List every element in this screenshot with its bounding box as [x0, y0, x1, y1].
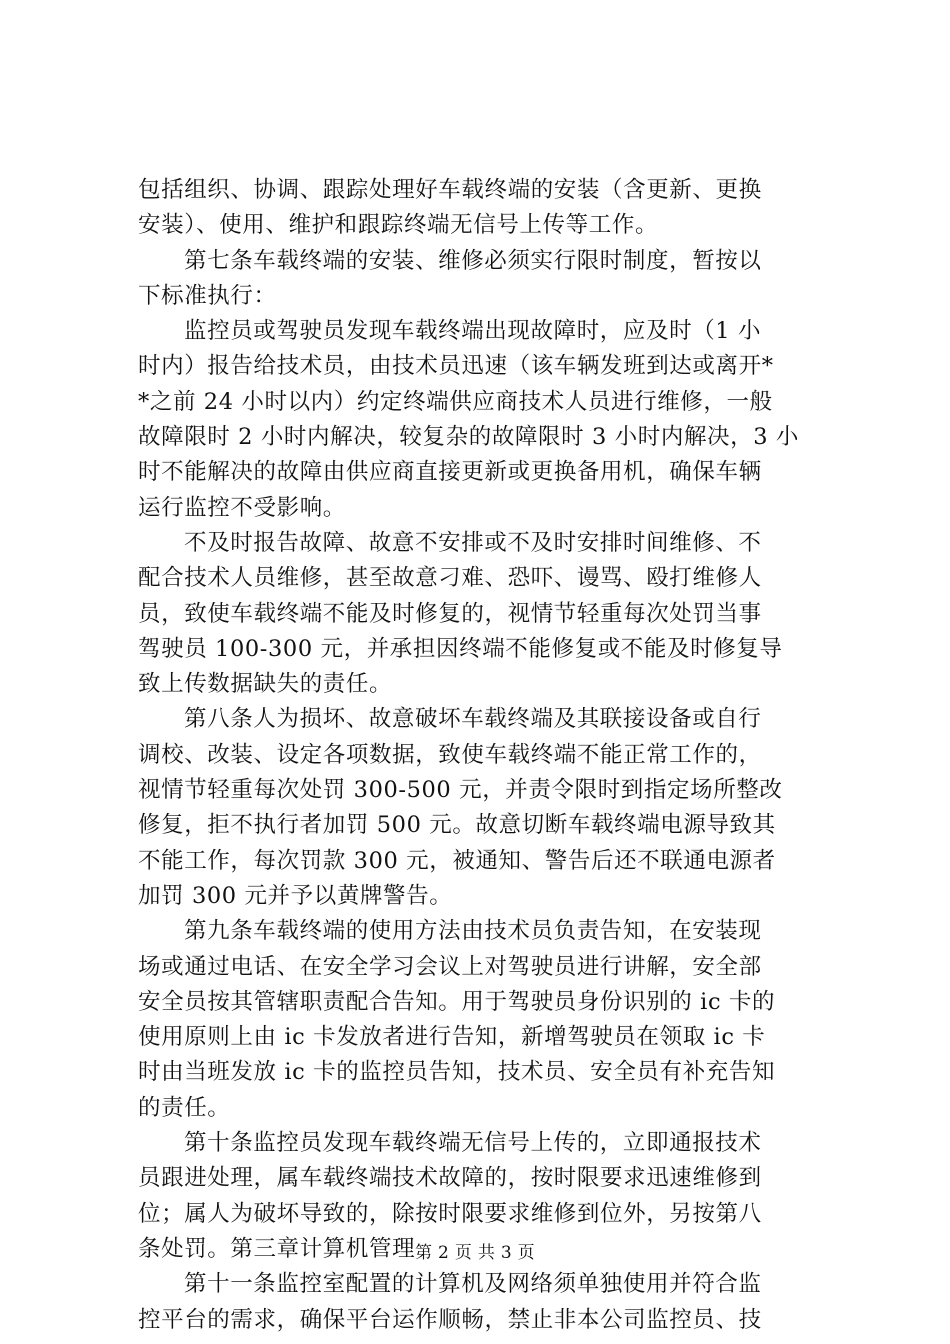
text-line: 调校、改装、设定各项数据，致使车载终端不能正常工作的，: [138, 741, 762, 768]
text-line: 不能工作，每次罚款 300 元，被通知、警告后还不联通电源者: [138, 847, 776, 874]
text-line: *之前 24 小时以内）约定终端供应商技术人员进行维修，一般: [138, 388, 773, 415]
text-line: 条处罚。第三章计算机管理: [138, 1235, 416, 1262]
text-line: 控平台的需求，确保平台运作顺畅，禁止非本公司监控员、技: [138, 1306, 762, 1333]
text-line: 场或通过电话、在安全学习会议上对驾驶员进行讲解，安全部: [138, 953, 762, 980]
text-line: 故障限时 2 小时内解决，较复杂的故障限时 3 小时内解决，3 小: [138, 424, 800, 451]
text-line: 下标准执行：: [138, 282, 277, 309]
text-line: 时不能解决的故障由供应商直接更新或更换备用机，确保车辆: [138, 459, 762, 486]
text-line: 加罚 300 元并予以黄牌警告。: [138, 882, 453, 909]
text-line: 监控员或驾驶员发现车载终端出现故障时，应及时（1 小: [184, 318, 762, 345]
text-line: 使用原则上由 ic 卡发放者进行告知，新增驾驶员在领取 ic 卡: [138, 1024, 766, 1051]
text-line: 第十一条监控室配置的计算机及网络须单独使用并符合监: [184, 1271, 762, 1298]
text-line: 运行监控不受影响。: [138, 494, 346, 521]
text-line: 时由当班发放 ic 卡的监控员告知，技术员、安全员有补充告知: [138, 1059, 776, 1086]
text-line: 安装）、使用、维护和跟踪终端无信号上传等工作。: [138, 212, 659, 239]
text-line: 的责任。: [138, 1094, 231, 1121]
text-line: 包括组织、协调、跟踪处理好车载终端的安装（含更新、更换: [138, 177, 762, 203]
text-line: 第十条监控员发现车载终端无信号上传的，立即通报技术: [184, 1130, 762, 1157]
text-line: 员，致使车载终端不能及时修复的，视情节轻重每次处罚当事: [138, 600, 762, 627]
page-footer: 第 2 页 共 3 页: [415, 1243, 535, 1263]
text-line: 第九条车载终端的使用方法由技术员负责告知，在安装现: [184, 918, 762, 945]
text-line: 驾驶员 100-300 元，并承担因终端不能修复或不能及时修复导: [138, 635, 783, 662]
text-line: 第七条车载终端的安装、维修必须实行限时制度，暂按以: [184, 247, 762, 274]
text-line: 致上传数据缺失的责任。: [138, 671, 393, 698]
text-line: 位；属人为破坏导致的，除按时限要求维修到位外，另按第八: [138, 1200, 762, 1227]
text-line: 配合技术人员维修，甚至故意刁难、恐吓、谩骂、殴打维修人: [138, 565, 762, 592]
document-body: [138, 173, 838, 1338]
text-line: 员跟进处理，属车载终端技术故障的，按时限要求迅速维修到: [138, 1165, 762, 1192]
text-line: 安全员按其管辖职责配合告知。用于驾驶员身份识别的 ic 卡的: [138, 988, 776, 1015]
text-line: 视情节轻重每次处罚 300-500 元，并责令限时到指定场所整改: [138, 777, 783, 804]
text-line: 修复，拒不执行者加罚 500 元。故意切断车载终端电源导致其: [138, 812, 776, 839]
text-line: 时内）报告给技术员，由技术员迅速（该车辆发班到达或离开*: [138, 353, 774, 380]
text-line: 第八条人为损坏、故意破坏车载终端及其联接设备或自行: [184, 706, 762, 733]
text-line: 不及时报告故障、故意不安排或不及时安排时间维修、不: [184, 529, 762, 556]
